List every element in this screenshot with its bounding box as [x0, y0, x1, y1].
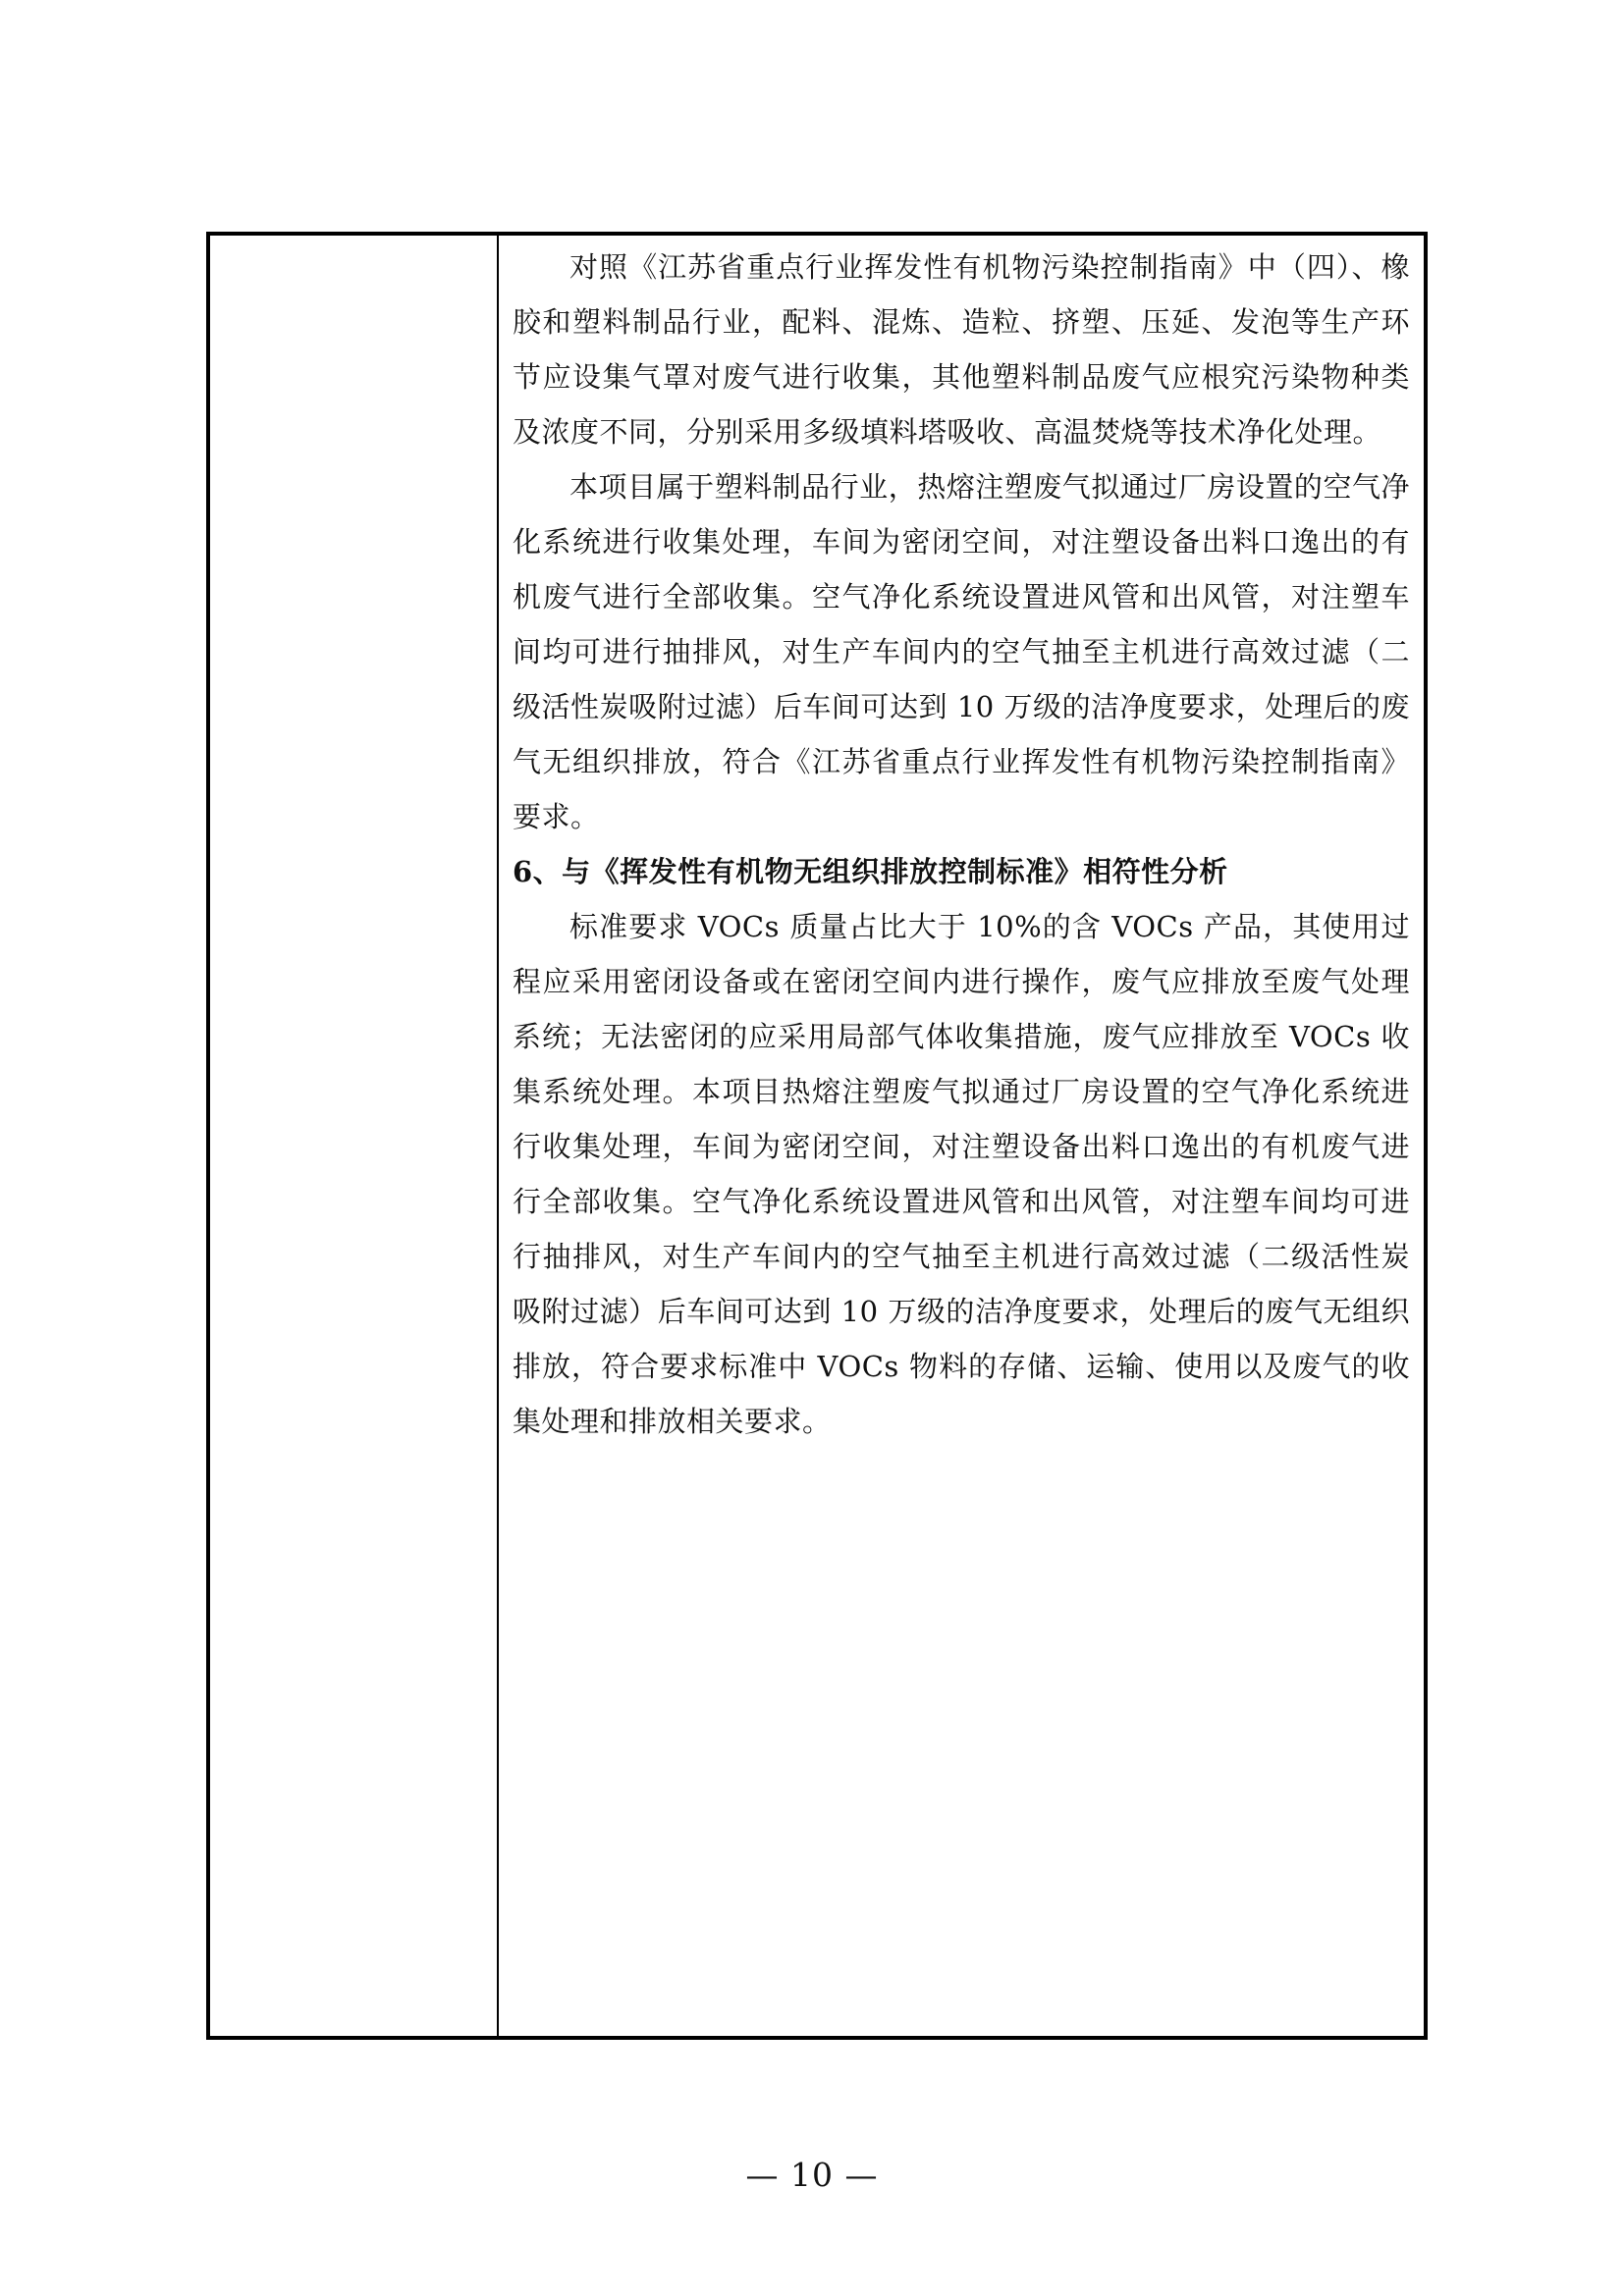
- table-right-cell: [499, 236, 1424, 2036]
- paragraph-project-analysis: 本项目属于塑料制品行业，热熔注塑废气拟通过厂房设置的空气净化系统进行收集处理，车间为密闭空间，对注塑设备出料口逸出的有机废气进行全部收集。空气净化系统设置进风管和出风管，对注塑车间均可进行抽排风，对生产车间内的空气抽至主机进行高效过滤（二级活性炭吸附过滤）后车间可达到 10 万级的洁净度要求，处理后的废气无组织排放，符合《江苏省重点行业挥发性有机物污染控制指南》要求。: [513, 470, 1410, 833]
- content-table: [206, 232, 1428, 2040]
- table-left-cell: [210, 236, 499, 2036]
- paragraph-standard-analysis: 标准要求 VOCs 质量占比大于 10%的含 VOCs 产品，其使用过程应采用密闭设备或在密闭空间内进行操作，废气应排放至废气处理系统；无法密闭的应采用局部气体收集措施，废气应排放至 VOCs 收集系统处理。本项目热熔注塑废气拟通过厂房设置的空气净化系统进行收集处理，车间为密闭空间，对注塑设备出料口逸出的有机废气进行全部收集。空气净化系统设置进风管和出风管，对注塑车间均可进行抽排风，对生产车间内的空气抽至主机进行高效过滤（二级活性炭吸附过滤）后车间可达到 10 万级的洁净度要求，处理后的废气无组织排放，符合要求标准中 VOCs 物料的存储、运输、使用以及废气的收集处理和排放相关要求。: [513, 910, 1410, 1438]
- paragraph-guideline-comparison: 对照《江苏省重点行业挥发性有机物污染控制指南》中（四）、橡胶和塑料制品行业，配料、混炼、造粒、挤塑、压延、发泡等生产环节应设集气罩对废气进行收集，其他塑料制品废气应根究污染物种类及浓度不同，分别采用多级填料塔吸收、高温焚烧等技术净化处理。: [513, 250, 1410, 449]
- page-number: — 10 —: [745, 2156, 879, 2194]
- section-heading-6: 6、与《挥发性有机物无组织排放控制标准》相符性分析: [513, 855, 1228, 888]
